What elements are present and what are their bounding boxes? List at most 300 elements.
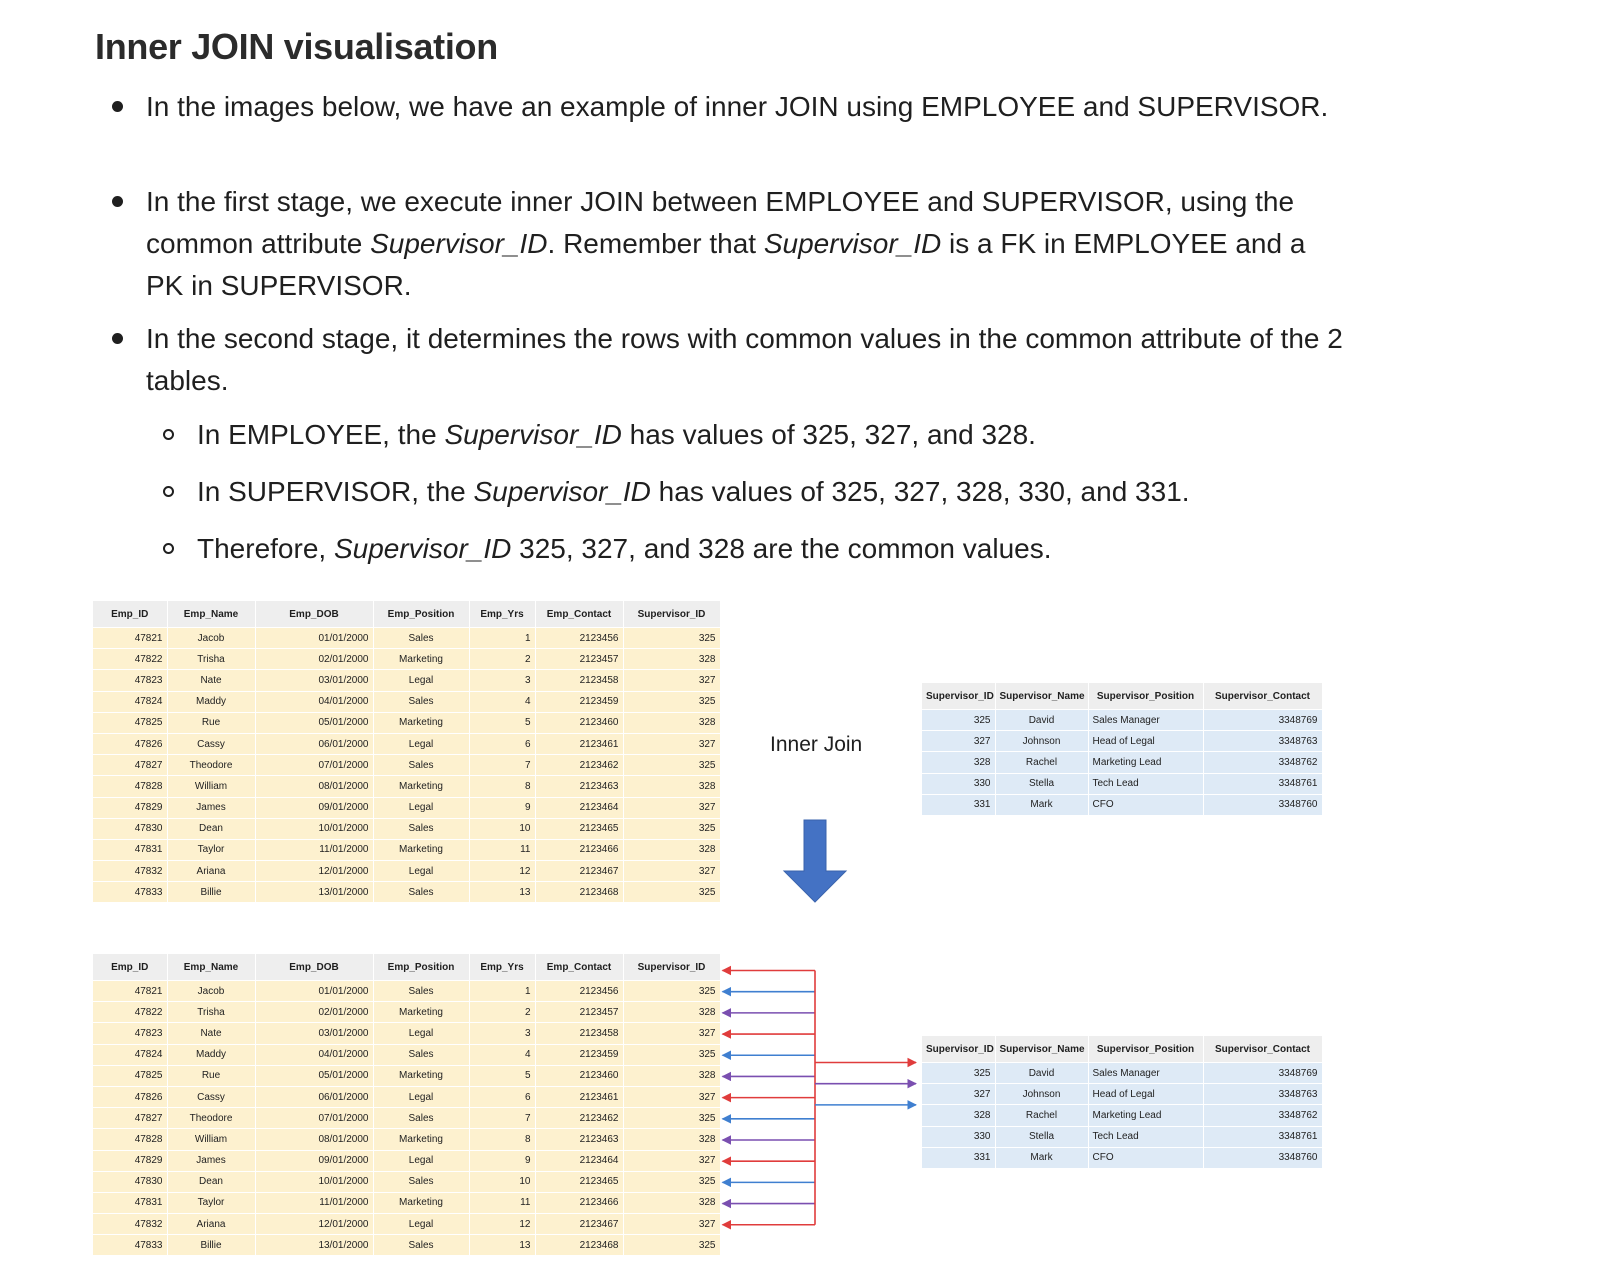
supervisor-cell: 3348760 [1203,794,1322,815]
employee-row [93,755,720,776]
employee-cell: 1 [469,981,535,1002]
bullet-2-attr-b: Supervisor_ID [763,228,942,259]
supervisor-cell: Head of Legal [1088,731,1203,752]
employee-cell: Cassy [167,1086,255,1107]
employee-cell: 47827 [93,1108,167,1129]
employee-cell: 2123458 [535,1023,623,1044]
employee-cell: 47824 [93,691,167,712]
employee-cell: 01/01/2000 [255,981,373,1002]
supervisor-header-row [922,683,1322,710]
employee-header-cell: Emp_Yrs [469,601,535,628]
bullet-2 [146,181,1346,307]
employee-cell: 4 [469,691,535,712]
employee-cell: Sales [373,755,469,776]
supervisor-header-row [922,1036,1322,1063]
employee-cell: Legal [373,1023,469,1044]
supervisor-cell: Rachel [995,752,1088,773]
employee-cell: Marketing [373,712,469,733]
employee-cell: 09/01/2000 [255,1150,373,1171]
supervisor-cell: 330 [922,773,995,794]
sub-bullet-2-attr: Supervisor_ID [473,476,651,507]
employee-cell: 327 [623,733,720,754]
supervisor-cell: 328 [922,752,995,773]
employee-cell: 327 [623,1150,720,1171]
employee-cell: 328 [623,776,720,797]
supervisor-header-cell: Supervisor_Position [1088,683,1203,710]
bullet-3-text: In the second stage, it determines the rows with common values in the common attribute of the 2 tables. [146,323,1343,396]
supervisor-cell: 3348760 [1203,1147,1322,1168]
employee-cell: 47833 [93,882,167,903]
employee-cell: Legal [373,797,469,818]
employee-cell: Maddy [167,691,255,712]
supervisor-cell: 3348761 [1203,1126,1322,1147]
bullet-1 [146,86,1346,128]
supervisor-row [922,710,1322,731]
employee-cell: 328 [623,712,720,733]
supervisor-cell: Marketing Lead [1088,752,1203,773]
supervisor-cell: Sales Manager [1088,710,1203,731]
employee-cell: 47821 [93,628,167,649]
employee-cell: 2123459 [535,1044,623,1065]
employee-cell: 9 [469,1150,535,1171]
supervisor-row [922,794,1322,815]
bullet-3 [146,318,1346,402]
supervisor-row [922,731,1322,752]
supervisor-header-cell: Supervisor_Name [995,1036,1088,1063]
employee-cell: 2123466 [535,1192,623,1213]
employee-cell: Sales [373,1235,469,1256]
employee-row [93,981,720,1002]
supervisor-cell: Johnson [995,731,1088,752]
employee-cell: 2123461 [535,733,623,754]
employee-cell: 12/01/2000 [255,861,373,882]
join-links [723,971,917,1225]
employee-cell: Legal [373,1150,469,1171]
employee-cell: 2 [469,649,535,670]
employee-cell: Sales [373,1171,469,1192]
employee-cell: Nate [167,670,255,691]
employee-cell: 13/01/2000 [255,882,373,903]
employee-cell: 13 [469,882,535,903]
employee-cell: Trisha [167,1002,255,1023]
supervisor-row [922,773,1322,794]
supervisor-header-cell: Supervisor_ID [922,1036,995,1063]
employee-cell: 327 [623,1023,720,1044]
employee-row [93,839,720,860]
employee-cell: 47830 [93,1171,167,1192]
employee-cell: 47827 [93,755,167,776]
employee-cell: Marketing [373,649,469,670]
employee-cell: 2123461 [535,1086,623,1107]
supervisor-cell: Stella [995,1126,1088,1147]
employee-cell: 11/01/2000 [255,839,373,860]
employee-cell: 2123462 [535,1108,623,1129]
supervisor-cell: Tech Lead [1088,773,1203,794]
supervisor-row [922,1084,1322,1105]
employee-header-cell: Supervisor_ID [623,954,720,981]
employee-cell: William [167,1129,255,1150]
employee-cell: 327 [623,1086,720,1107]
employee-cell: Legal [373,861,469,882]
supervisor-header-cell: Supervisor_Contact [1203,1036,1322,1063]
employee-row [93,670,720,691]
employee-cell: 2123467 [535,861,623,882]
employee-cell: 328 [623,1129,720,1150]
employee-cell: 08/01/2000 [255,776,373,797]
employee-cell: 11 [469,1192,535,1213]
supervisor-cell: Mark [995,794,1088,815]
employee-cell: 6 [469,1086,535,1107]
employee-cell: 328 [623,649,720,670]
supervisor-cell: 3348761 [1203,773,1322,794]
supervisor-row [922,1126,1322,1147]
employee-cell: 10 [469,1171,535,1192]
employee-cell: 328 [623,839,720,860]
employee-cell: William [167,776,255,797]
supervisor-cell: Head of Legal [1088,1084,1203,1105]
employee-table-stage-2 [93,954,721,1255]
employee-cell: 2123460 [535,1065,623,1086]
employee-cell: 2123464 [535,797,623,818]
employee-cell: 04/01/2000 [255,691,373,712]
employee-cell: Theodore [167,755,255,776]
supervisor-header-cell: Supervisor_Name [995,683,1088,710]
employee-row [93,691,720,712]
employee-header-cell: Emp_Contact [535,954,623,981]
employee-cell: Sales [373,981,469,1002]
employee-cell: Sales [373,882,469,903]
employee-header-cell: Emp_DOB [255,601,373,628]
employee-cell: 47828 [93,776,167,797]
employee-cell: Legal [373,733,469,754]
employee-cell: Legal [373,1086,469,1107]
employee-cell: 6 [469,733,535,754]
employee-row [93,1192,720,1213]
supervisor-cell: 325 [922,1063,995,1084]
employee-cell: 3 [469,1023,535,1044]
employee-cell: 2123456 [535,628,623,649]
employee-cell: Marketing [373,839,469,860]
supervisor-cell: 327 [922,1084,995,1105]
supervisor-cell: Rachel [995,1105,1088,1126]
employee-cell: 11/01/2000 [255,1192,373,1213]
employee-cell: 07/01/2000 [255,1108,373,1129]
employee-cell: 7 [469,1108,535,1129]
employee-row [93,649,720,670]
employee-cell: 325 [623,818,720,839]
employee-header-row [93,954,720,981]
employee-cell: 2123457 [535,649,623,670]
supervisor-row [922,1147,1322,1168]
employee-cell: 10/01/2000 [255,1171,373,1192]
supervisor-table-stage-2 [922,1036,1323,1168]
employee-cell: 11 [469,839,535,860]
employee-cell: 2123456 [535,981,623,1002]
employee-row [93,797,720,818]
employee-cell: 2123466 [535,839,623,860]
employee-cell: Marketing [373,1002,469,1023]
employee-cell: 03/01/2000 [255,1023,373,1044]
employee-cell: 47830 [93,818,167,839]
employee-cell: 09/01/2000 [255,797,373,818]
employee-cell: 2123458 [535,670,623,691]
bullet-2-text-a: In the first stage, we execute inner JOIN between EMPLOYEE and SUPERVISOR, using the common attribute [146,186,1295,259]
employee-cell: 5 [469,712,535,733]
employee-cell: Taylor [167,1192,255,1213]
supervisor-cell: 330 [922,1126,995,1147]
employee-cell: 47833 [93,1235,167,1256]
employee-header-cell: Emp_Yrs [469,954,535,981]
employee-header-cell: Emp_Position [373,601,469,628]
employee-header-cell: Emp_Position [373,954,469,981]
employee-row [93,776,720,797]
supervisor-cell: 331 [922,794,995,815]
employee-cell: Ariana [167,1214,255,1235]
employee-cell: 325 [623,1171,720,1192]
supervisor-cell: Mark [995,1147,1088,1168]
employee-cell: 05/01/2000 [255,1065,373,1086]
employee-row [93,628,720,649]
employee-cell: 01/01/2000 [255,628,373,649]
employee-cell: Theodore [167,1108,255,1129]
sub-bullet-2-text-a: In SUPERVISOR, the [197,476,474,507]
supervisor-cell: David [995,1063,1088,1084]
sub-bullet-3 [197,528,1297,570]
employee-cell: 8 [469,1129,535,1150]
employee-cell: Sales [373,1108,469,1129]
employee-cell: 5 [469,1065,535,1086]
employee-cell: 325 [623,1108,720,1129]
employee-row [93,1086,720,1107]
employee-cell: 12 [469,1214,535,1235]
employee-cell: 325 [623,755,720,776]
employee-table-stage-1 [93,601,721,902]
bullet-1-text: In the images below, we have an example of inner JOIN using EMPLOYEE and SUPERVISOR. [146,91,1329,122]
employee-cell: Marketing [373,1065,469,1086]
employee-row [93,861,720,882]
employee-row [93,1235,720,1256]
employee-cell: 2123462 [535,755,623,776]
employee-cell: Legal [373,670,469,691]
employee-header-cell: Emp_Name [167,601,255,628]
employee-cell: Jacob [167,628,255,649]
employee-cell: 47829 [93,797,167,818]
employee-cell: 2123463 [535,776,623,797]
supervisor-cell: CFO [1088,794,1203,815]
supervisor-cell: CFO [1088,1147,1203,1168]
employee-cell: 2123463 [535,1129,623,1150]
supervisor-table-stage-1 [922,683,1323,815]
employee-cell: 1 [469,628,535,649]
employee-cell: 2123465 [535,1171,623,1192]
employee-cell: 47825 [93,1065,167,1086]
employee-cell: 47831 [93,1192,167,1213]
employee-row [93,1044,720,1065]
employee-cell: 07/01/2000 [255,755,373,776]
employee-row [93,882,720,903]
employee-header-cell: Supervisor_ID [623,601,720,628]
sub-bullet-1-text-b: has values of 325, 327, and 328. [621,419,1036,450]
employee-cell: 12/01/2000 [255,1214,373,1235]
down-arrow-icon [784,820,846,902]
employee-cell: Legal [373,1214,469,1235]
employee-cell: 2123457 [535,1002,623,1023]
supervisor-cell: 3348769 [1203,710,1322,731]
employee-cell: 47828 [93,1129,167,1150]
employee-cell: 47832 [93,1214,167,1235]
employee-cell: 327 [623,670,720,691]
employee-cell: 327 [623,797,720,818]
employee-cell: Maddy [167,1044,255,1065]
employee-cell: Marketing [373,776,469,797]
employee-cell: Nate [167,1023,255,1044]
employee-cell: Jacob [167,981,255,1002]
employee-cell: Billie [167,1235,255,1256]
employee-cell: 47822 [93,649,167,670]
employee-cell: Marketing [373,1129,469,1150]
employee-cell: 4 [469,1044,535,1065]
supervisor-cell: 325 [922,710,995,731]
employee-cell: 06/01/2000 [255,1086,373,1107]
employee-cell: Sales [373,628,469,649]
employee-cell: Dean [167,818,255,839]
supervisor-cell: 3348763 [1203,1084,1322,1105]
employee-cell: 47825 [93,712,167,733]
employee-row [93,733,720,754]
employee-row [93,712,720,733]
employee-header-cell: Emp_DOB [255,954,373,981]
supervisor-row [922,752,1322,773]
employee-cell: 47829 [93,1150,167,1171]
sub-bullet-3-attr: Supervisor_ID [333,533,512,564]
employee-cell: 3 [469,670,535,691]
supervisor-cell: 3348762 [1203,1105,1322,1126]
employee-cell: 2123467 [535,1214,623,1235]
employee-cell: 7 [469,755,535,776]
supervisor-row [922,1063,1322,1084]
employee-row [93,1002,720,1023]
employee-cell: 2123468 [535,882,623,903]
employee-cell: 2123465 [535,818,623,839]
employee-cell: 13/01/2000 [255,1235,373,1256]
employee-cell: 06/01/2000 [255,733,373,754]
employee-cell: 12 [469,861,535,882]
employee-cell: Ariana [167,861,255,882]
employee-cell: Dean [167,1171,255,1192]
employee-cell: 327 [623,861,720,882]
employee-cell: 2123460 [535,712,623,733]
page-title: Inner JOIN visualisation [95,26,498,67]
employee-cell: 2123468 [535,1235,623,1256]
employee-cell: Rue [167,712,255,733]
employee-cell: 05/01/2000 [255,712,373,733]
employee-cell: 327 [623,1214,720,1235]
supervisor-cell: 328 [922,1105,995,1126]
supervisor-header-cell: Supervisor_ID [922,683,995,710]
supervisor-cell: Marketing Lead [1088,1105,1203,1126]
supervisor-cell: Johnson [995,1084,1088,1105]
supervisor-cell: 327 [922,731,995,752]
employee-header-row [93,601,720,628]
employee-cell: Marketing [373,1192,469,1213]
employee-cell: 325 [623,628,720,649]
sub-bullet-1 [197,414,1297,456]
inner-join-label: Inner Join [770,733,863,756]
employee-cell: Sales [373,1044,469,1065]
employee-cell: 2123459 [535,691,623,712]
employee-cell: 47823 [93,1023,167,1044]
employee-row [93,1108,720,1129]
employee-row [93,1129,720,1150]
employee-cell: Sales [373,691,469,712]
supervisor-header-cell: Supervisor_Contact [1203,683,1322,710]
employee-cell: 10 [469,818,535,839]
employee-header-cell: Emp_Contact [535,601,623,628]
sub-bullet-2 [197,471,1297,513]
employee-cell: 328 [623,1192,720,1213]
employee-cell: 328 [623,1065,720,1086]
employee-cell: 47826 [93,1086,167,1107]
employee-cell: 10/01/2000 [255,818,373,839]
supervisor-header-cell: Supervisor_Position [1088,1036,1203,1063]
employee-cell: James [167,1150,255,1171]
sub-bullet-2-text-b: has values of 325, 327, 328, 330, and 331. [650,476,1190,507]
supervisor-cell: Tech Lead [1088,1126,1203,1147]
bullet-2-text-b: . Remember that [547,228,764,259]
supervisor-row [922,1105,1322,1126]
supervisor-cell: 3348762 [1203,752,1322,773]
employee-cell: 8 [469,776,535,797]
employee-cell: 47822 [93,1002,167,1023]
supervisor-cell: 331 [922,1147,995,1168]
employee-cell: 04/01/2000 [255,1044,373,1065]
employee-cell: 325 [623,1235,720,1256]
employee-header-cell: Emp_Name [167,954,255,981]
employee-row [93,1023,720,1044]
employee-cell: 47826 [93,733,167,754]
employee-cell: Sales [373,818,469,839]
sub-bullet-3-text-b: 325, 327, and 328 are the common values. [511,533,1052,564]
employee-cell: 2 [469,1002,535,1023]
bullet-2-text-c: is a FK in EMPLOYEE and a PK in SUPERVISOR. [146,228,1306,301]
employee-cell: 9 [469,797,535,818]
employee-cell: 325 [623,981,720,1002]
employee-cell: 08/01/2000 [255,1129,373,1150]
supervisor-cell: 3348763 [1203,731,1322,752]
supervisor-cell: Stella [995,773,1088,794]
employee-cell: 02/01/2000 [255,649,373,670]
sub-bullet-1-text-a: In EMPLOYEE, the [197,419,445,450]
employee-header-cell: Emp_ID [93,954,167,981]
employee-cell: Rue [167,1065,255,1086]
employee-cell: James [167,797,255,818]
employee-row [93,1214,720,1235]
supervisor-cell: 3348769 [1203,1063,1322,1084]
employee-row [93,1065,720,1086]
employee-cell: 2123464 [535,1150,623,1171]
employee-cell: 325 [623,882,720,903]
supervisor-cell: Sales Manager [1088,1063,1203,1084]
employee-cell: 03/01/2000 [255,670,373,691]
sub-bullet-1-attr: Supervisor_ID [444,419,622,450]
supervisor-cell: David [995,710,1088,731]
employee-row [93,818,720,839]
employee-cell: 325 [623,1044,720,1065]
employee-cell: Cassy [167,733,255,754]
employee-cell: 02/01/2000 [255,1002,373,1023]
employee-cell: 47823 [93,670,167,691]
employee-cell: 47832 [93,861,167,882]
